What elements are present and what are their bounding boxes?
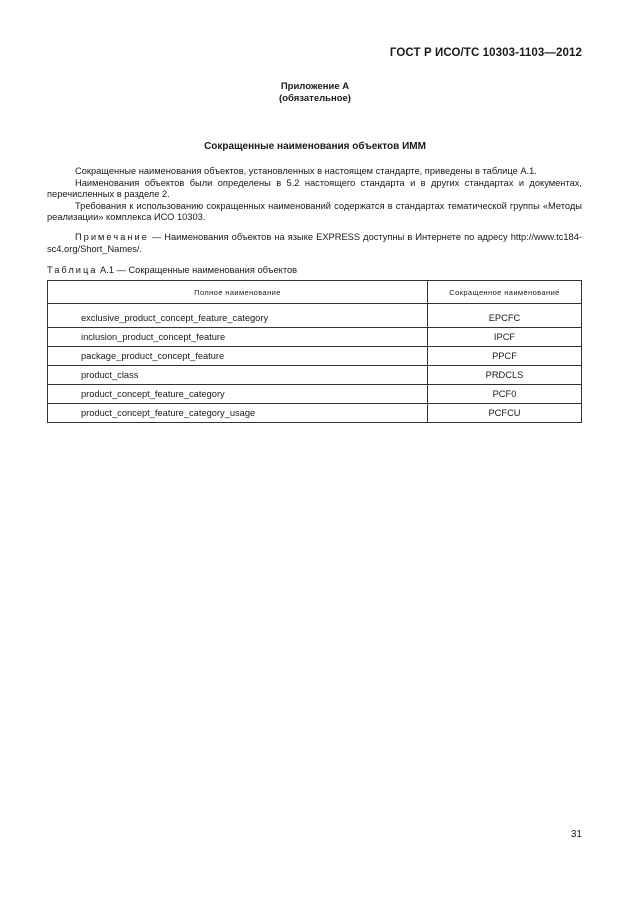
cell-full-name: inclusion_product_concept_feature	[48, 328, 428, 347]
abbreviations-table	[47, 280, 582, 423]
cell-short-name: IPCF	[428, 328, 582, 347]
table-row	[48, 309, 582, 328]
table-caption-label: Таблица	[47, 265, 98, 275]
section-title: Сокращенные наименования объектов ИММ	[204, 141, 426, 152]
table-row	[48, 385, 582, 404]
table-caption-text: А.1 — Сокращенные наименования объектов	[97, 265, 298, 275]
column-header-short-name: Сокращенное наименование	[428, 281, 582, 304]
cell-full-name: product_concept_feature_category_usage	[48, 404, 428, 423]
body-text	[47, 166, 582, 255]
note-text: — Наименования объектов на языке EXPRESS доступны в Интернете по адресу http://www.tc184-sc4.org/Short_Names/.	[47, 231, 582, 254]
appendix-title: Приложение А	[280, 81, 350, 92]
cell-full-name: package_product_concept_feature	[48, 347, 428, 366]
appendix-status: (обязательное)	[279, 93, 351, 104]
paragraph: Требования к использованию сокращенных наименований содержатся в стандартах тематической группы «Методы реализации» комплекса ИСО 10303.	[47, 200, 582, 223]
cell-short-name: EPCFC	[428, 309, 582, 328]
page-number: 31	[570, 829, 582, 840]
cell-full-name: product_class	[48, 366, 428, 385]
cell-short-name: PPCF	[428, 347, 582, 366]
cell-short-name: PCF0	[428, 385, 582, 404]
cell-full-name: exclusive_product_concept_feature_category	[48, 309, 428, 328]
table-row	[48, 328, 582, 347]
table-row	[48, 366, 582, 385]
table-header-row	[48, 281, 582, 304]
cell-short-name: PRDCLS	[428, 366, 582, 385]
cell-full-name: product_concept_feature_category	[48, 385, 428, 404]
column-header-full-name: Полное наименование	[48, 281, 428, 304]
appendix-heading	[0, 81, 630, 105]
note-label: Примечание	[75, 231, 149, 242]
document-standard-header: ГОСТ Р ИСО/ТС 10303-1103—2012	[389, 47, 582, 59]
table-row	[48, 404, 582, 423]
cell-short-name: PCFCU	[428, 404, 582, 423]
table-caption	[47, 265, 297, 275]
paragraph: Наименования объектов были определены в 5.2 настоящего стандарта и в других стандартах и документах, перечисленных в разделе 2.	[47, 177, 582, 200]
paragraph: Сокращенные наименования объектов, установленных в настоящем стандарте, приведены в таблице А.1.	[75, 166, 537, 176]
note-paragraph	[47, 232, 582, 255]
table-row	[48, 347, 582, 366]
